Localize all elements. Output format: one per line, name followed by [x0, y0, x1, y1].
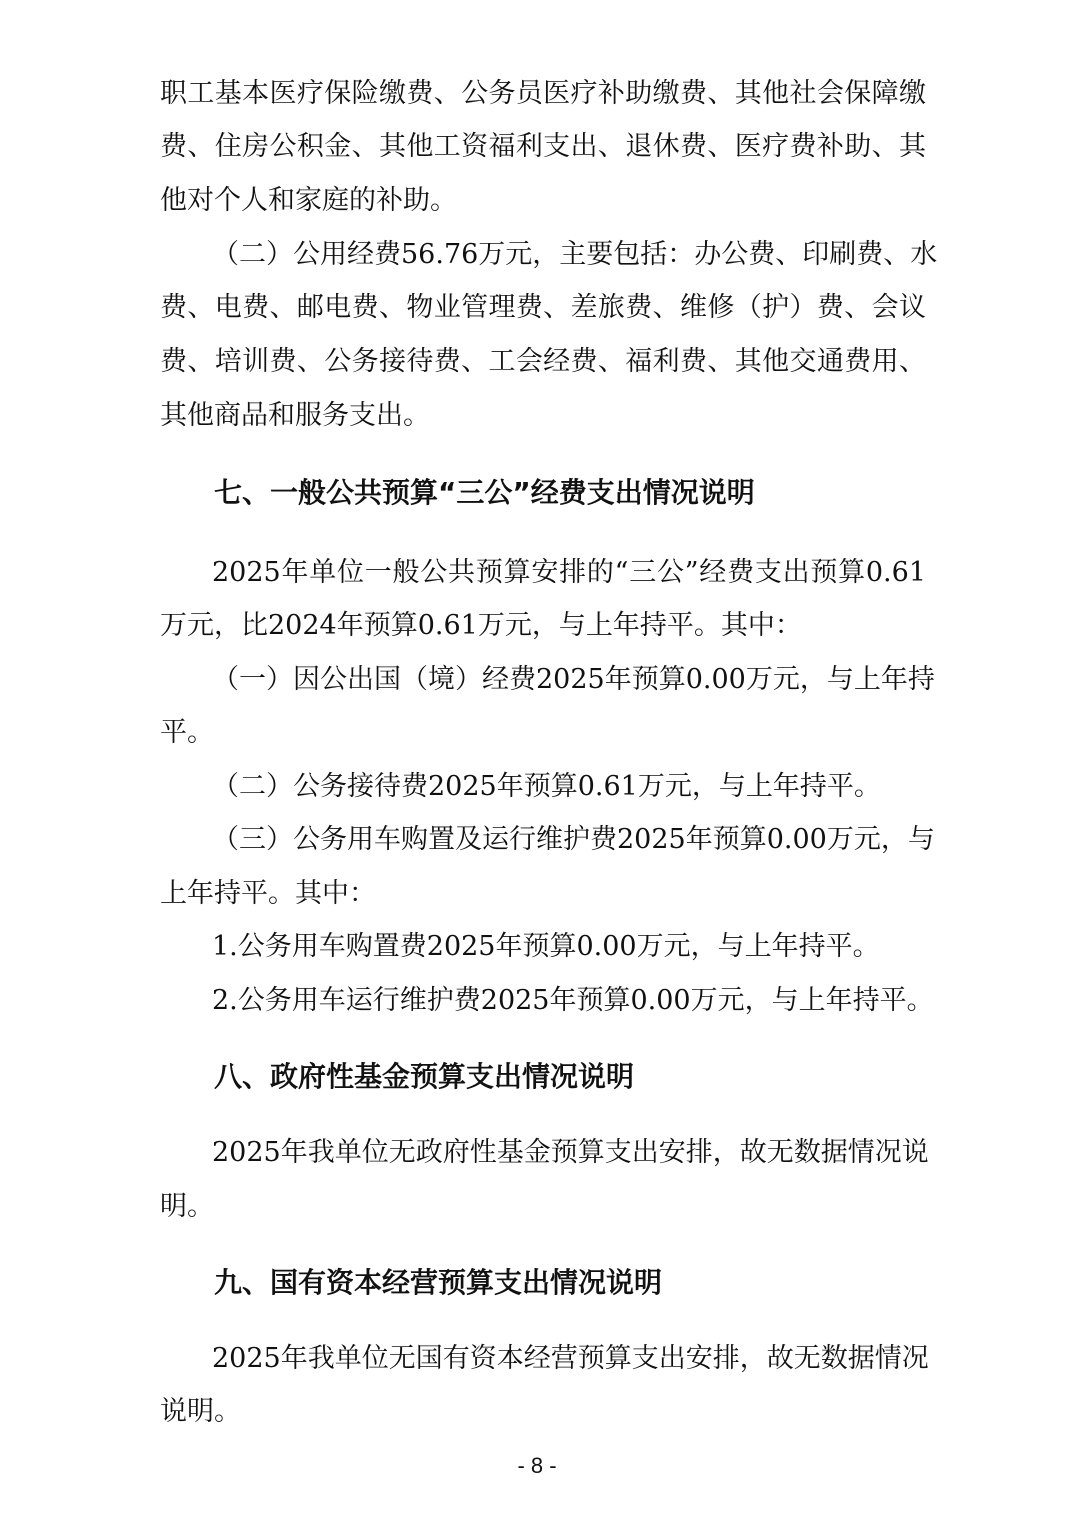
- paragraph-line: 2.公务用车运行维护费2025年预算0.00万元，与上年持平。: [212, 985, 934, 1016]
- paragraph-line: 他对个人和家庭的补助。: [160, 185, 457, 216]
- paragraph-line: 明。: [160, 1191, 214, 1222]
- paragraph-line: 费、住房公积金、其他工资福利支出、退休费、医疗费补助、其: [160, 131, 926, 162]
- paragraph-line: 其他商品和服务支出。: [160, 400, 430, 431]
- paragraph-line: （三）公务用车购置及运行维护费2025年预算0.00万元，与: [212, 824, 935, 855]
- paragraph-line: 平。: [160, 717, 214, 748]
- page-number: - 8 -: [517, 1453, 557, 1478]
- paragraph-line: 职工基本医疗保险缴费、公务员医疗补助缴费、其他社会保障缴: [160, 78, 926, 109]
- paragraph-line: 2025年单位一般公共预算安排的“三公”经费支出预算0.61: [212, 557, 926, 588]
- paragraph-line: 费、电费、邮电费、物业管理费、差旅费、维修（护）费、会议: [160, 292, 926, 323]
- paragraph-line: 万元，比2024年预算0.61万元，与上年持平。其中：: [160, 610, 802, 641]
- paragraph-line: 说明。: [160, 1396, 241, 1427]
- paragraph-line: 上年持平。其中：: [160, 878, 376, 909]
- section-heading-8: 八、政府性基金预算支出情况说明: [214, 1060, 635, 1093]
- paragraph-line: （二）公用经费56.76万元，主要包括：办公费、印刷费、水: [212, 239, 938, 270]
- paragraph-line: 2025年我单位无政府性基金预算支出安排，故无数据情况说: [212, 1137, 929, 1168]
- paragraph-line: 2025年我单位无国有资本经营预算支出安排，故无数据情况: [212, 1343, 929, 1374]
- paragraph-line: 费、培训费、公务接待费、工会经费、福利费、其他交通费用、: [160, 346, 926, 377]
- paragraph-line: 1.公务用车购置费2025年预算0.00万元，与上年持平。: [212, 931, 880, 962]
- section-heading-7: 七、一般公共预算“三公”经费支出情况说明: [214, 476, 755, 509]
- paragraph-line: （二）公务接待费2025年预算0.61万元，与上年持平。: [212, 771, 881, 802]
- section-heading-9: 九、国有资本经营预算支出情况说明: [214, 1266, 663, 1299]
- paragraph-line: （一）因公出国（境）经费2025年预算0.00万元，与上年持: [212, 664, 935, 695]
